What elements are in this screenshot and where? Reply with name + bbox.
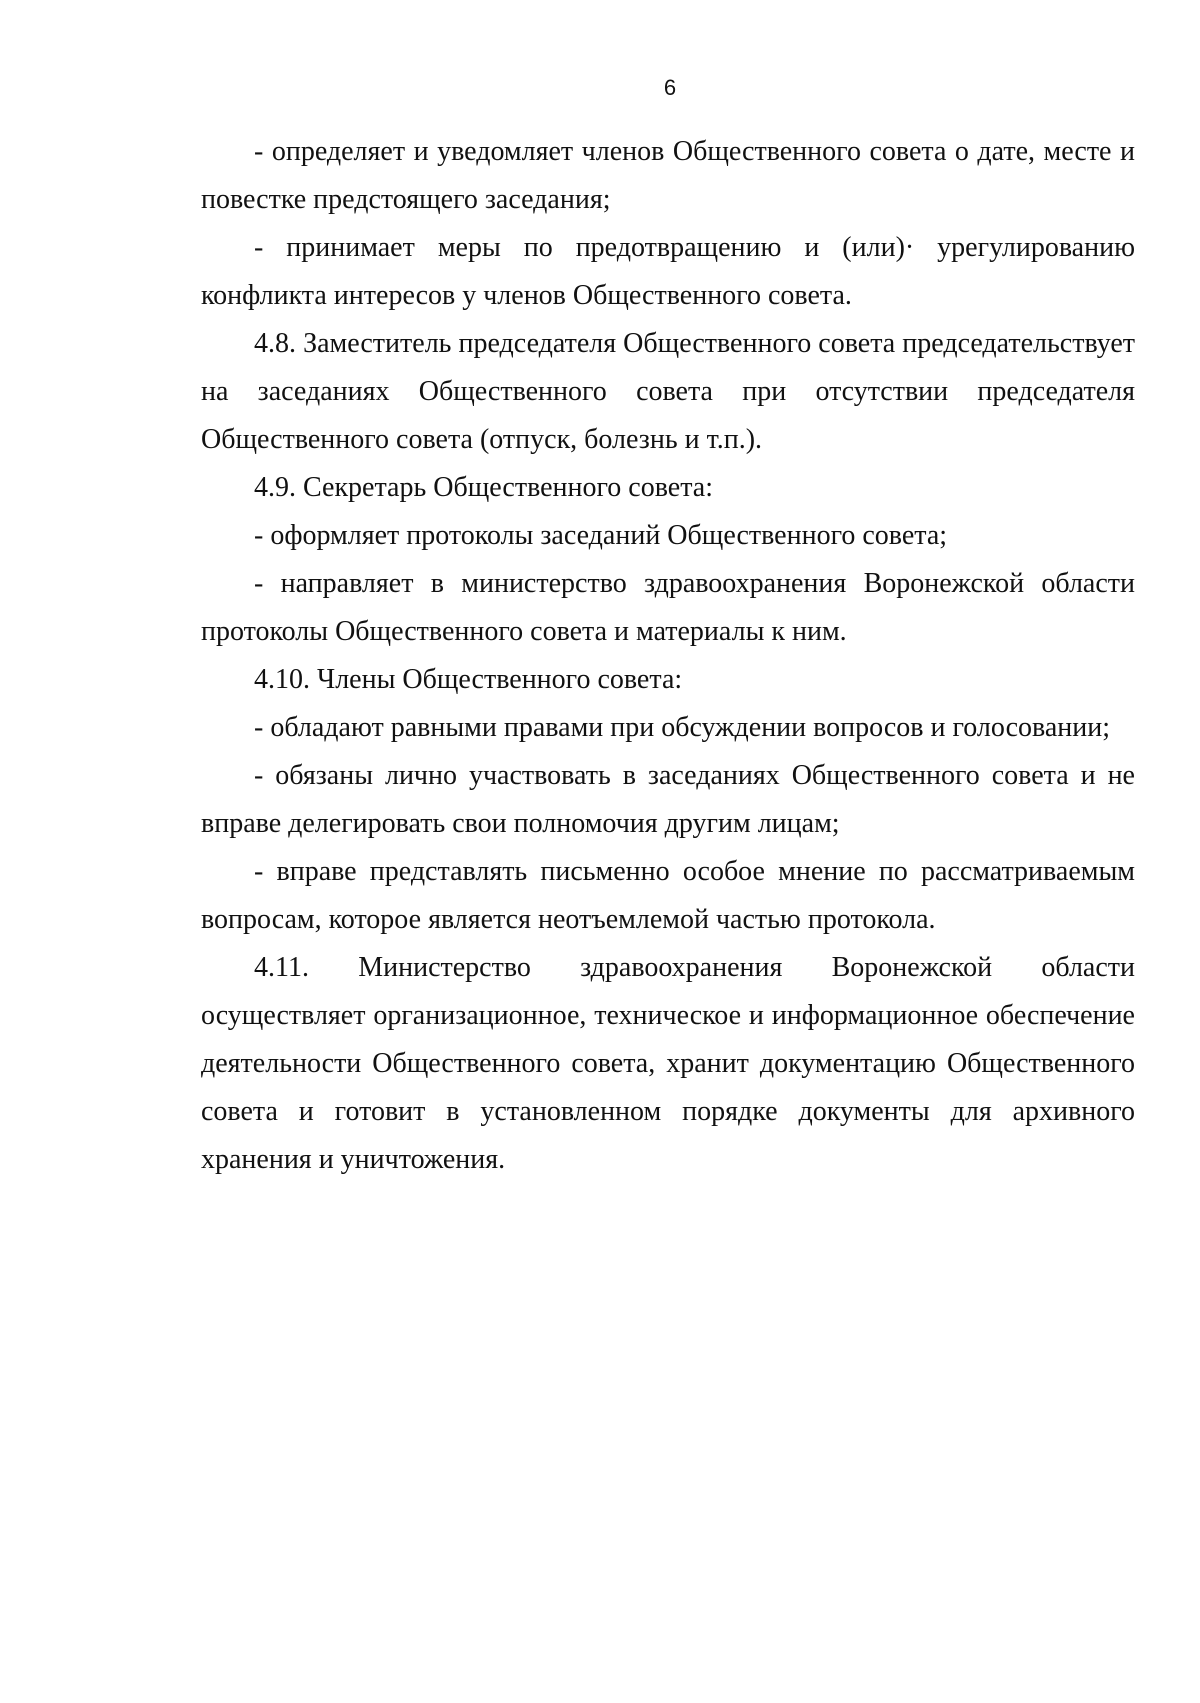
page-number: 6: [663, 75, 677, 100]
paragraph-personal-participation: - обязаны лично участвовать в заседаниях Общественного совета и не вправе делегировать свои полномочия другим лицам;: [201, 760, 1135, 839]
paragraph-4-10-members: 4.10. Члены Общественного совета:: [254, 664, 683, 695]
paragraph-4-8-deputy-chair: 4.8. Заместитель председателя Общественного совета председательствует на заседаниях Общественного совета при отсутствии председателя Общественного совета (отпуск, болезнь и т.п.).: [201, 328, 1135, 455]
paragraph-4-11-ministry-support: 4.11. Министерство здравоохранения Воронежской области осуществляет организационное, техническое и информационное обеспечение деятельности Общественного совета, хранит документацию Общественного совета и готовит в установленном порядке документы для архивного хранения и уничтожения.: [201, 952, 1135, 1175]
paragraph-conflict-of-interest: - принимает меры по предотвращению и (или)· урегулированию конфликта интересов у членов Общественного совета.: [201, 232, 1135, 311]
paragraph-4-9-secretary: 4.9. Секретарь Общественного совета:: [254, 472, 714, 503]
paragraph-equal-rights: - обладают равными правами при обсуждении вопросов и голосовании;: [254, 712, 1111, 743]
document-body: [201, 128, 1135, 1184]
paragraph-dissenting-opinion: - вправе представлять письменно особое мнение по рассматриваемым вопросам, которое является неотъемлемой частью протокола.: [201, 856, 1135, 935]
paragraph-send-to-ministry: - направляет в министерство здравоохранения Воронежской области протоколы Общественного совета и материалы к ним.: [201, 568, 1135, 647]
paragraph-minutes: - оформляет протоколы заседаний Общественного совета;: [254, 520, 948, 551]
paragraph-notify-members: - определяет и уведомляет членов Общественного совета о дате, месте и повестке предстоящего заседания;: [201, 136, 1135, 215]
